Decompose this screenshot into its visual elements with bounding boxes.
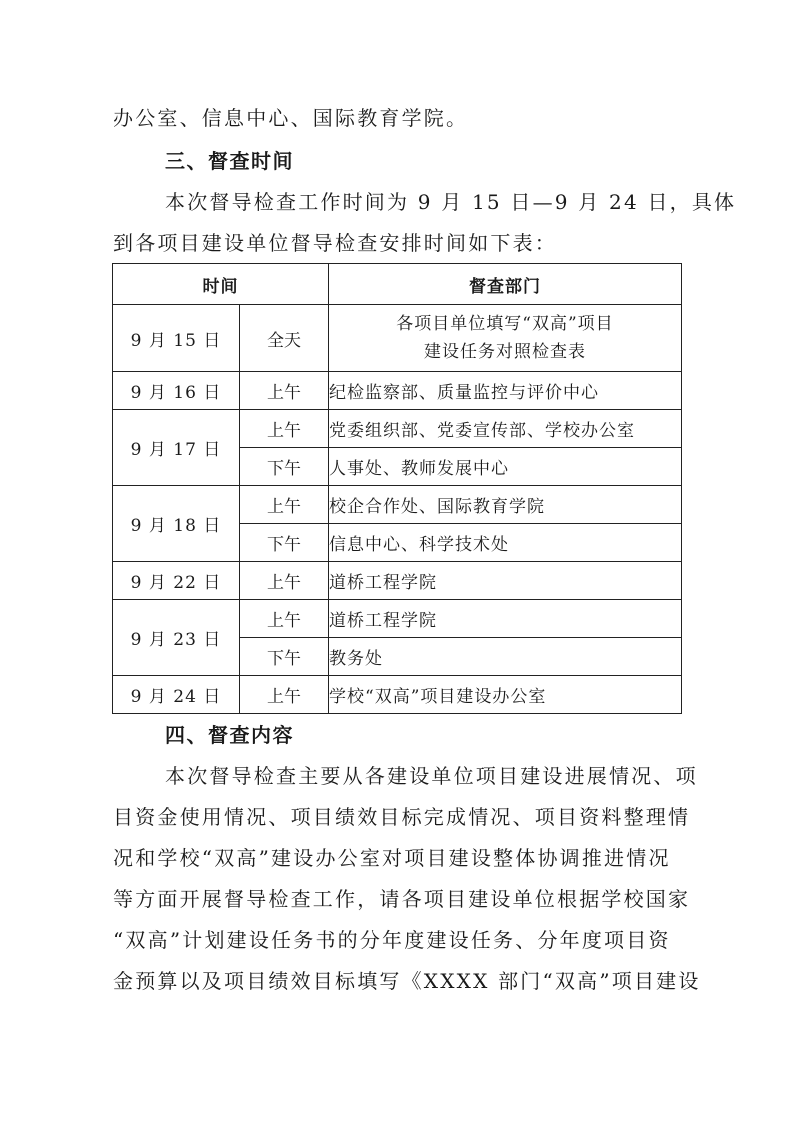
period-cell: 下午 [240, 448, 329, 486]
paragraph-line: 况和学校“双高”建设办公室对项目建设整体协调推进情况 [113, 846, 671, 870]
period-cell: 上午 [240, 562, 329, 600]
period-cell: 下午 [240, 638, 329, 676]
department-cell: 纪检监察部、质量监控与评价中心 [329, 372, 682, 410]
date-cell: 9 月 15 日 [113, 305, 240, 372]
department-cell: 学校“双高”项目建设办公室 [329, 676, 682, 714]
table-row [113, 676, 682, 714]
department-cell: 校企合作处、国际教育学院 [329, 486, 682, 524]
inspection-schedule-table [112, 263, 682, 714]
paragraph-line: 本次督导检查工作时间为 9 月 15 日—9 月 24 日，具体 [165, 190, 737, 214]
paragraph-line: 办公室、信息中心、国际教育学院。 [113, 106, 469, 130]
paragraph-line: 金预算以及项目绩效目标填写《XXXX 部门“双高”项目建设 [113, 969, 701, 993]
period-cell: 上午 [240, 486, 329, 524]
department-cell [329, 305, 682, 372]
department-line: 建设任务对照检查表 [424, 342, 586, 362]
department-cell: 党委组织部、党委宣传部、学校办公室 [329, 410, 682, 448]
table-row [113, 410, 682, 448]
department-cell: 道桥工程学院 [329, 600, 682, 638]
date-cell: 9 月 23 日 [113, 600, 240, 676]
header-time: 时间 [113, 264, 329, 305]
section-heading-inspection-content: 四、督查内容 [165, 723, 294, 747]
period-cell: 上午 [240, 676, 329, 714]
table-row [113, 486, 682, 524]
paragraph-line: “双高”计划建设任务书的分年度建设任务、分年度项目资 [113, 928, 671, 952]
date-cell: 9 月 22 日 [113, 562, 240, 600]
period-cell: 上午 [240, 410, 329, 448]
date-cell: 9 月 17 日 [113, 410, 240, 486]
header-department: 督查部门 [329, 264, 682, 305]
table-row [113, 305, 682, 372]
period-cell: 下午 [240, 524, 329, 562]
date-cell: 9 月 16 日 [113, 372, 240, 410]
department-cell: 人事处、教师发展中心 [329, 448, 682, 486]
period-cell: 全天 [240, 305, 329, 372]
paragraph-line: 到各项目建设单位督导检查安排时间如下表： [113, 231, 557, 255]
department-line: 各项目单位填写“双高”项目 [396, 314, 614, 334]
table-header-row [113, 264, 682, 305]
department-cell: 教务处 [329, 638, 682, 676]
paragraph-line: 本次督导检查主要从各建设单位项目建设进展情况、项 [165, 764, 698, 788]
department-cell: 信息中心、科学技术处 [329, 524, 682, 562]
department-cell: 道桥工程学院 [329, 562, 682, 600]
period-cell: 上午 [240, 372, 329, 410]
table-row [113, 372, 682, 410]
table-row [113, 562, 682, 600]
paragraph-line: 等方面开展督导检查工作，请各项目建设单位根据学校国家 [113, 887, 691, 911]
period-cell: 上午 [240, 600, 329, 638]
date-cell: 9 月 24 日 [113, 676, 240, 714]
table-row [113, 600, 682, 638]
section-heading-schedule-time: 三、督查时间 [165, 149, 294, 173]
date-cell: 9 月 18 日 [113, 486, 240, 562]
paragraph-line: 目资金使用情况、项目绩效目标完成情况、项目资料整理情 [113, 805, 691, 829]
